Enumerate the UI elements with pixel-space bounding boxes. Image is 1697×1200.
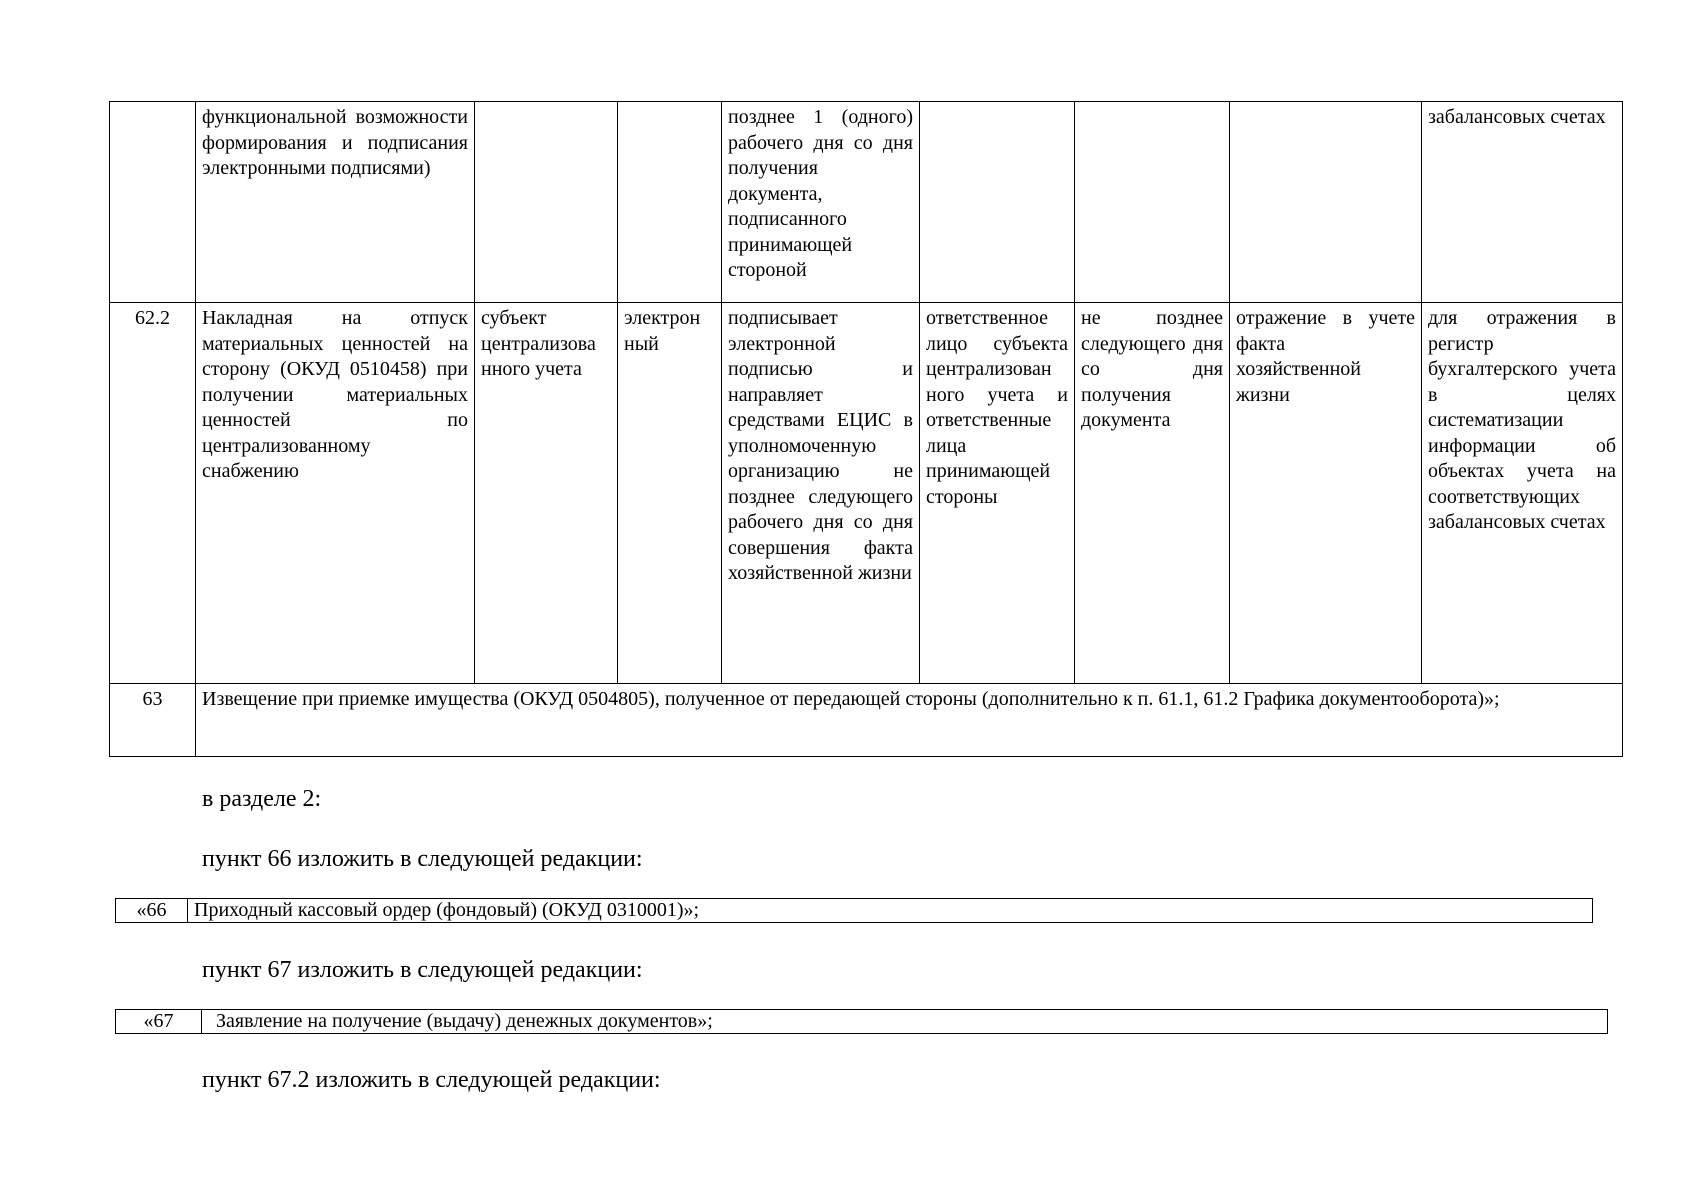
table-row bbox=[116, 1010, 1608, 1034]
cell-deadline bbox=[1075, 102, 1230, 303]
cell-number: «66 bbox=[116, 899, 188, 923]
paragraph-point-67: пункт 67 изложить в следующей редакции: bbox=[202, 957, 643, 983]
cell-document-name: функциональной возможности формирования и подписания электронными подписями) bbox=[196, 102, 475, 303]
cell-number: 63 bbox=[110, 684, 196, 757]
cell-form bbox=[618, 102, 722, 303]
cell-deadline: не позднее следующего дня со дня получения документа bbox=[1075, 303, 1230, 684]
point-67-table bbox=[115, 1009, 1608, 1034]
table-row bbox=[116, 899, 1593, 923]
cell-number: «67 bbox=[116, 1010, 202, 1034]
cell-action: подписывает электронной подписью и направляет средствами ЕЦИС в уполномоченную организацию не позднее следующего рабочего дня со дня совершения факта хозяйственной жизни bbox=[722, 303, 920, 684]
point-66-table bbox=[115, 898, 1593, 923]
cell-document-name: Накладная на отпуск материальных ценностей на сторону (ОКУД 0510458) при получении материальных ценностей по централизованному снабжению bbox=[196, 303, 475, 684]
table-row-62-2 bbox=[110, 303, 1623, 684]
cell-number: 62.2 bbox=[110, 303, 196, 684]
paragraph-point-67-2: пункт 67.2 изложить в следующей редакции: bbox=[202, 1067, 661, 1093]
cell-reflection: отражение в учете факта хозяйственной жизни bbox=[1230, 303, 1422, 684]
cell-creator bbox=[475, 102, 618, 303]
cell-reflection bbox=[1230, 102, 1422, 303]
cell-number bbox=[110, 102, 196, 303]
cell-action: позднее 1 (одного) рабочего дня со дня получения документа, подписанного принимающей стороной bbox=[722, 102, 920, 303]
cell-form: электрон ный bbox=[618, 303, 722, 684]
cell-purpose: для отражения в регистр бухгалтерского учета в целях систематизации информации об объектах учета на соответствующих забалансовых счетах bbox=[1422, 303, 1623, 684]
paragraph-point-66: пункт 66 изложить в следующей редакции: bbox=[202, 846, 643, 872]
cell-creator: субъект централизова нного учета bbox=[475, 303, 618, 684]
paragraph-section-2: в разделе 2: bbox=[202, 786, 322, 812]
cell-document-name: Заявление на получение (выдачу) денежных документов»; bbox=[202, 1010, 1608, 1034]
cell-responsible: ответственное лицо субъекта централизован ного учета и ответственные лица принимающей стороны bbox=[920, 303, 1075, 684]
cell-document-name: Приходный кассовый ордер (фондовый) (ОКУД 0310001)»; bbox=[188, 899, 1593, 923]
cell-document-name: Извещение при приемке имущества (ОКУД 0504805), полученное от передающей стороны (дополнительно к п. 61.1, 61.2 Графика документооборота)»; bbox=[196, 684, 1623, 757]
document-flow-table bbox=[109, 101, 1623, 757]
cell-purpose: забалансовых счетах bbox=[1422, 102, 1623, 303]
table-row-continuation bbox=[110, 102, 1623, 303]
cell-responsible bbox=[920, 102, 1075, 303]
table-row-63 bbox=[110, 684, 1623, 757]
